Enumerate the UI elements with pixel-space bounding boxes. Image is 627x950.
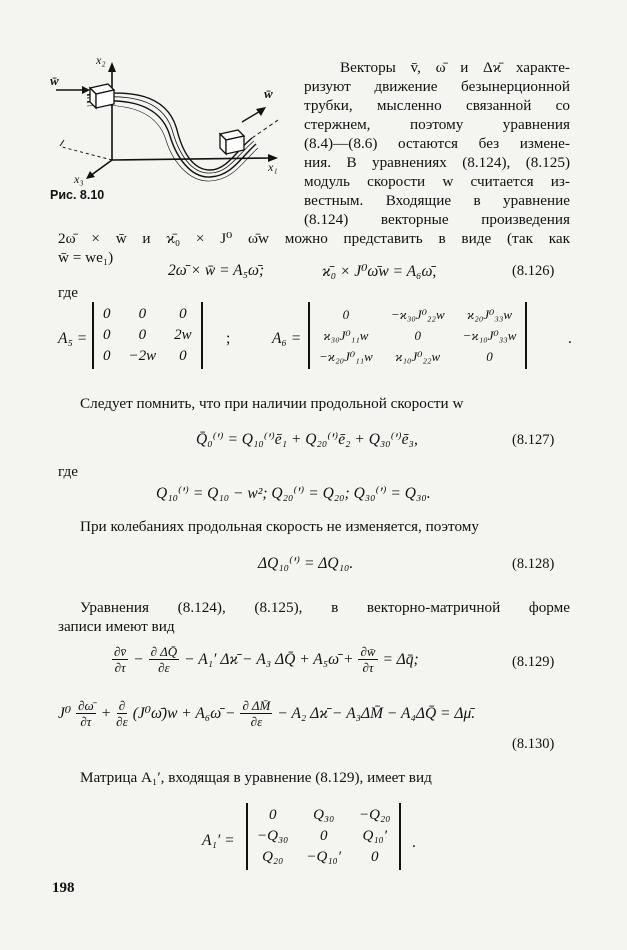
text-line-full: w̄ = we₁) <box>58 249 114 266</box>
fraction-denominator: ∂ε <box>250 714 263 729</box>
paragraph-matrix-a1: Матрица A₁′, входящая в уравнение (8.129), имеет вид <box>80 769 432 786</box>
fraction-denominator: ∂τ <box>362 660 374 675</box>
matrix-cell: −ϰ₁₀J⁰₃₃w <box>462 327 517 343</box>
text-line: модуль скорости w считается из- <box>304 173 570 190</box>
fraction-numerator: ∂ω̄ <box>78 698 94 713</box>
matrix-cell: 0 <box>414 327 421 343</box>
matrix-cell: 0 <box>179 306 187 322</box>
matrix-cell: 0 <box>319 828 328 844</box>
equation-number: (8.130) <box>512 736 555 752</box>
page-number: 198 <box>52 880 75 896</box>
text-line: (8.4)—(8.6) остаются без измене- <box>304 135 570 152</box>
paragraph-oscillation: При колебаниях продольная скорость не изменяется, поэтому <box>80 518 479 535</box>
equation-8-126-left: 2ω̄ × w̄ = A₅ω̄; <box>168 262 265 279</box>
axis-label-x1: x₁ <box>268 160 278 174</box>
matrix-cell: 0 <box>268 807 277 823</box>
fraction-denominator: ∂ε <box>158 660 170 675</box>
equation-number: (8.126) <box>512 263 555 279</box>
text-line-full: 2ω̄ × w̄ и ϰ̄₀ × J⁰ ω̄w можно представить в виде (так как <box>58 230 570 247</box>
matrix-a5-table <box>94 304 201 367</box>
matrix-cell: Q₃₀ <box>313 807 335 823</box>
matrix-cell: 0 <box>371 849 379 865</box>
equation-terms: − A₁′ Δϰ̄ − A₃ ΔQ̄ + A₅ω̄ + <box>184 650 354 668</box>
matrix-cell: 0 <box>103 348 111 364</box>
equation-8-130 <box>58 698 475 729</box>
matrix-a5-label: A₅ = <box>58 330 88 347</box>
matrix-cell: 0 <box>486 348 493 364</box>
matrix-cell: ϰ₂₀J⁰₃₃w <box>467 306 513 322</box>
fraction-numerator: ∂ <box>118 698 126 713</box>
axis-label-x3: x₃ <box>74 172 84 186</box>
matrix-a5-suffix: ; <box>226 330 231 347</box>
matrix-a1-table <box>248 805 399 868</box>
matrix-cell: −Q₃₀ <box>257 828 289 844</box>
fraction <box>116 698 128 729</box>
matrix-a1-label: A₁′ = <box>202 832 235 849</box>
text-line: (8.124) векторные произведения <box>304 211 570 228</box>
equation-8-128: ΔQ₁₀⁽′⁾ = ΔQ₁₀. <box>258 555 354 572</box>
matrix-cell: 0 <box>103 306 111 322</box>
matrix-a5 <box>92 302 203 369</box>
matrix-cell: ϰ₃₀J⁰₁₁w <box>323 327 369 343</box>
fraction-denominator: ∂ε <box>116 714 128 729</box>
equation-number: (8.128) <box>512 556 555 572</box>
fraction-numerator: ∂ ΔM̄ <box>242 698 271 713</box>
matrix-cell: 0 <box>138 327 147 343</box>
matrix-cell: −ϰ₃₀J⁰₂₂w <box>390 306 445 322</box>
fraction-denominator: ∂τ <box>80 714 92 729</box>
figure-caption: Рис. 8.10 <box>50 188 105 202</box>
where-label: где <box>58 284 78 301</box>
matrix-cell: 2w <box>174 327 192 343</box>
equation-where: Q₁₀⁽′⁾ = Q₁₀ − w²; Q₂₀⁽′⁾ = Q₂₀; Q₃₀⁽′⁾ = Q₃₀. <box>156 485 431 502</box>
fraction <box>149 644 179 675</box>
matrix-cell: ϰ₁₀J⁰₂₂w <box>395 348 441 364</box>
paragraph-note: Следует помнить, что при наличии продольной скорости w <box>80 395 464 412</box>
fraction-numerator: ∂ ΔQ̄ <box>150 644 178 659</box>
operator: − <box>133 650 144 668</box>
vector-label-w-left: w̄ <box>50 73 59 88</box>
operator: + <box>100 704 112 722</box>
matrix-a6 <box>308 302 527 369</box>
fraction-denominator: ∂τ <box>114 660 126 675</box>
matrix-cell: 0 <box>179 348 187 364</box>
paragraph-equations-intro: Уравнения (8.124), (8.125), в векторно-матричной форме <box>80 599 570 616</box>
equation-8-126-right: ϰ̄₀ × J⁰ω̄w = A₆ω̄, <box>322 263 437 280</box>
fraction <box>358 644 377 675</box>
matrix-a6-suffix: . <box>568 330 572 347</box>
fraction <box>112 644 128 675</box>
equation-terms: − A₂ Δϰ̄ − A₃ΔM̄ − A₄ΔQ̄ = Δμ̄. <box>277 704 476 722</box>
equation-terms: (J⁰ω̄)w + A₆ω̄ − <box>132 705 236 722</box>
vector-label-w-right: w̄ <box>264 86 273 101</box>
equation-number: (8.127) <box>512 432 555 448</box>
paragraph-intro <box>304 58 570 229</box>
axis-label-x2: x₂ <box>96 53 106 67</box>
matrix-cell: −Q₂₀ <box>359 807 391 823</box>
text-line: ния. В уравнениях (8.124), (8.125) <box>304 154 570 171</box>
matrix-cell: −2w <box>128 348 157 364</box>
matrix-cell: −ϰ₂₀J⁰₁₁w <box>319 348 373 364</box>
equation-8-129 <box>112 644 419 675</box>
matrix-a6-label: A₆ = <box>272 330 302 347</box>
fraction <box>240 698 272 729</box>
text-line: вестным. Входящие в уравнение <box>304 192 570 209</box>
matrix-cell: Q₂₀ <box>262 849 284 865</box>
matrix-cell: Q₁₀′ <box>362 828 388 844</box>
matrix-cell: 0 <box>342 306 350 322</box>
text-line: Векторы v̄, ω̄ и Δϰ̄ характе- <box>340 59 570 76</box>
fraction-numerator: ∂w̄ <box>360 644 376 659</box>
text-line: трубки, мысленно связанной со <box>304 97 570 114</box>
matrix-a6-table <box>310 304 525 367</box>
matrix-a1-suffix: . <box>412 834 416 851</box>
text-line: стержнем, поэтому уравнения <box>304 116 570 133</box>
matrix-cell: 0 <box>138 306 147 322</box>
matrix-cell: −Q₁₀′ <box>306 849 342 865</box>
matrix-a1 <box>246 803 401 870</box>
paragraph-equations-intro-2: записи имеют вид <box>58 618 175 635</box>
where-label: где <box>58 463 78 480</box>
equation-8-127: Q̄₀⁽′⁾ = Q₁₀⁽′⁾ē₁ + Q₂₀⁽′⁾ē₂ + Q₃₀⁽′⁾ē₃, <box>196 431 418 448</box>
equation-number: (8.129) <box>512 654 555 670</box>
fraction-numerator: ∂v̄ <box>114 644 127 659</box>
equation-terms: = Δq̄; <box>382 650 419 668</box>
figure-8-10 <box>42 50 297 198</box>
equation-term: J⁰ <box>58 705 72 722</box>
matrix-cell: 0 <box>103 327 111 343</box>
fraction <box>76 698 96 729</box>
text-line: ризуют движение безынерционной <box>304 78 570 95</box>
